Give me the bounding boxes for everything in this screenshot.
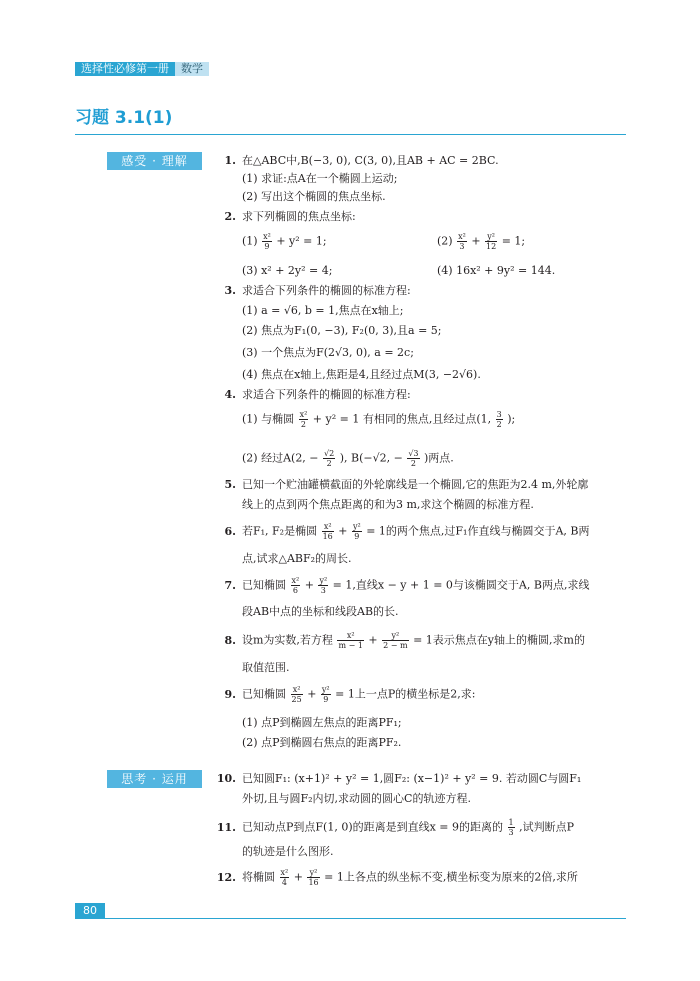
problem-9: 9. 已知椭圆 $\frac{\text{x²}}{25}$ + $\frac{\text{y²}}{9}$ = 1上一点P的横坐标是2,求: bbox=[224, 685, 476, 704]
problem-3-1: (1) a = √6, b = 1,焦点在x轴上; bbox=[242, 304, 404, 317]
problem-2-1: (1) $\frac{\text{x²}}{9}$ + y² = 1; bbox=[242, 232, 327, 251]
problem-7: 7. 已知椭圆 $\frac{\text{x²}}{6}$ + $\frac{\text{y²}}{3}$ = 1,直线x − y + 1 = 0与该椭圆交于A, B两点,求线 bbox=[224, 576, 590, 595]
problem-2-4: (4) 16x² + 9y² = 144. bbox=[437, 264, 556, 277]
tag-think: 思考 · 运用 bbox=[107, 770, 202, 788]
section-title: 习题 3.1(1) bbox=[75, 108, 173, 128]
problem-5: 5. 已知一个贮油罐横截面的外轮廓线是一个椭圆,它的焦距为2.4 m,外轮廓 bbox=[224, 478, 589, 491]
problem-6-cont: 点,试求△ABF₂的周长. bbox=[242, 552, 352, 565]
section-rule bbox=[75, 134, 626, 135]
problem-10-cont: 外切,且与圆F₂内切,求动圆的圆心C的轨迹方程. bbox=[242, 792, 471, 805]
problem-3-2: (2) 焦点为F₁(0, −3), F₂(0, 3),且a = 5; bbox=[242, 324, 442, 337]
problem-3-3: (3) 一个焦点为F(2√3, 0), a = 2c; bbox=[242, 346, 414, 359]
footer-rule bbox=[105, 918, 626, 919]
problem-3-4: (4) 焦点在x轴上,焦距是4,且经过点M(3, −2√6). bbox=[242, 368, 481, 381]
problem-1-2: (2) 写出这个椭圆的焦点坐标. bbox=[242, 190, 386, 203]
problem-10: 10. 已知圆F₁: (x+1)² + y² = 1,圆F₂: (x−1)² + y² = 9. 若动圆C与圆F₁ bbox=[216, 772, 582, 785]
problem-9-2: (2) 点P到椭圆右焦点的距离PF₂. bbox=[242, 736, 402, 749]
problem-2-3: (3) x² + 2y² = 4; bbox=[242, 264, 333, 277]
subject-label: 数学 bbox=[175, 62, 209, 76]
problem-4-2: (2) 经过A(2, − $\frac{√2}{2}$ ), B(−√2, − $\frac{√3}{2}$ )两点. bbox=[242, 449, 454, 468]
problem-1-1: (1) 求证:点A在一个椭圆上运动; bbox=[242, 172, 398, 185]
problem-11-cont: 的轨迹是什么图形. bbox=[242, 845, 334, 858]
problem-12: 12. 将椭圆 $\frac{\text{x²}}{4}$ + $\frac{\text{y²}}{16}$ = 1上各点的纵坐标不变,横坐标变为原来的2倍,求所 bbox=[216, 868, 578, 887]
problem-2-2: (2) $\frac{\text{x²}}{3}$ + $\frac{\text{y²}}{12}$ = 1; bbox=[437, 232, 526, 251]
problem-5-cont: 线上的点到两个焦点距离的和为3 m,求这个椭圆的标准方程. bbox=[242, 498, 534, 511]
book-title: 选择性必修第一册 bbox=[75, 62, 175, 76]
problem-11: 11. 已知动点P到点F(1, 0)的距离是到直线x = 9的距离的 $\frac{1}{3}$ ,试判断点P bbox=[216, 818, 575, 837]
page-number: 80 bbox=[75, 903, 105, 919]
problem-7-cont: 段AB中点的坐标和线段AB的长. bbox=[242, 605, 399, 618]
problem-9-1: (1) 点P到椭圆左焦点的距离PF₁; bbox=[242, 716, 402, 729]
problem-4-1: (1) 与椭圆 $\frac{\text{x²}}{2}$ + y² = 1 有相同的焦点,且经过点(1, $\frac{3}{2}$ ); bbox=[242, 410, 516, 429]
problem-2: 2. 求下列椭圆的焦点坐标: bbox=[224, 210, 356, 223]
problem-3: 3. 求适合下列条件的椭圆的标准方程: bbox=[224, 284, 411, 297]
running-header bbox=[75, 62, 209, 76]
problem-4: 4. 求适合下列条件的椭圆的标准方程: bbox=[224, 388, 411, 401]
problem-8: 8. 设m为实数,若方程 $\frac{\text{x²}}{m - 1}$ + $\frac{\text{y²}}{2 - m}$ = 1表示焦点在y轴上的椭圆,求m的 bbox=[224, 631, 585, 650]
tag-understand: 感受 · 理解 bbox=[107, 152, 202, 170]
problem-1: 1. 在△ABC中,B(−3, 0), C(3, 0),且AB + AC = 2BC. bbox=[224, 154, 499, 167]
problem-8-cont: 取值范围. bbox=[242, 661, 290, 674]
problem-6: 6. 若F₁, F₂是椭圆 $\frac{\text{x²}}{16}$ + $\frac{\text{y²}}{9}$ = 1的两个焦点,过F₁作直线与椭圆交于A, B两 bbox=[224, 522, 590, 541]
